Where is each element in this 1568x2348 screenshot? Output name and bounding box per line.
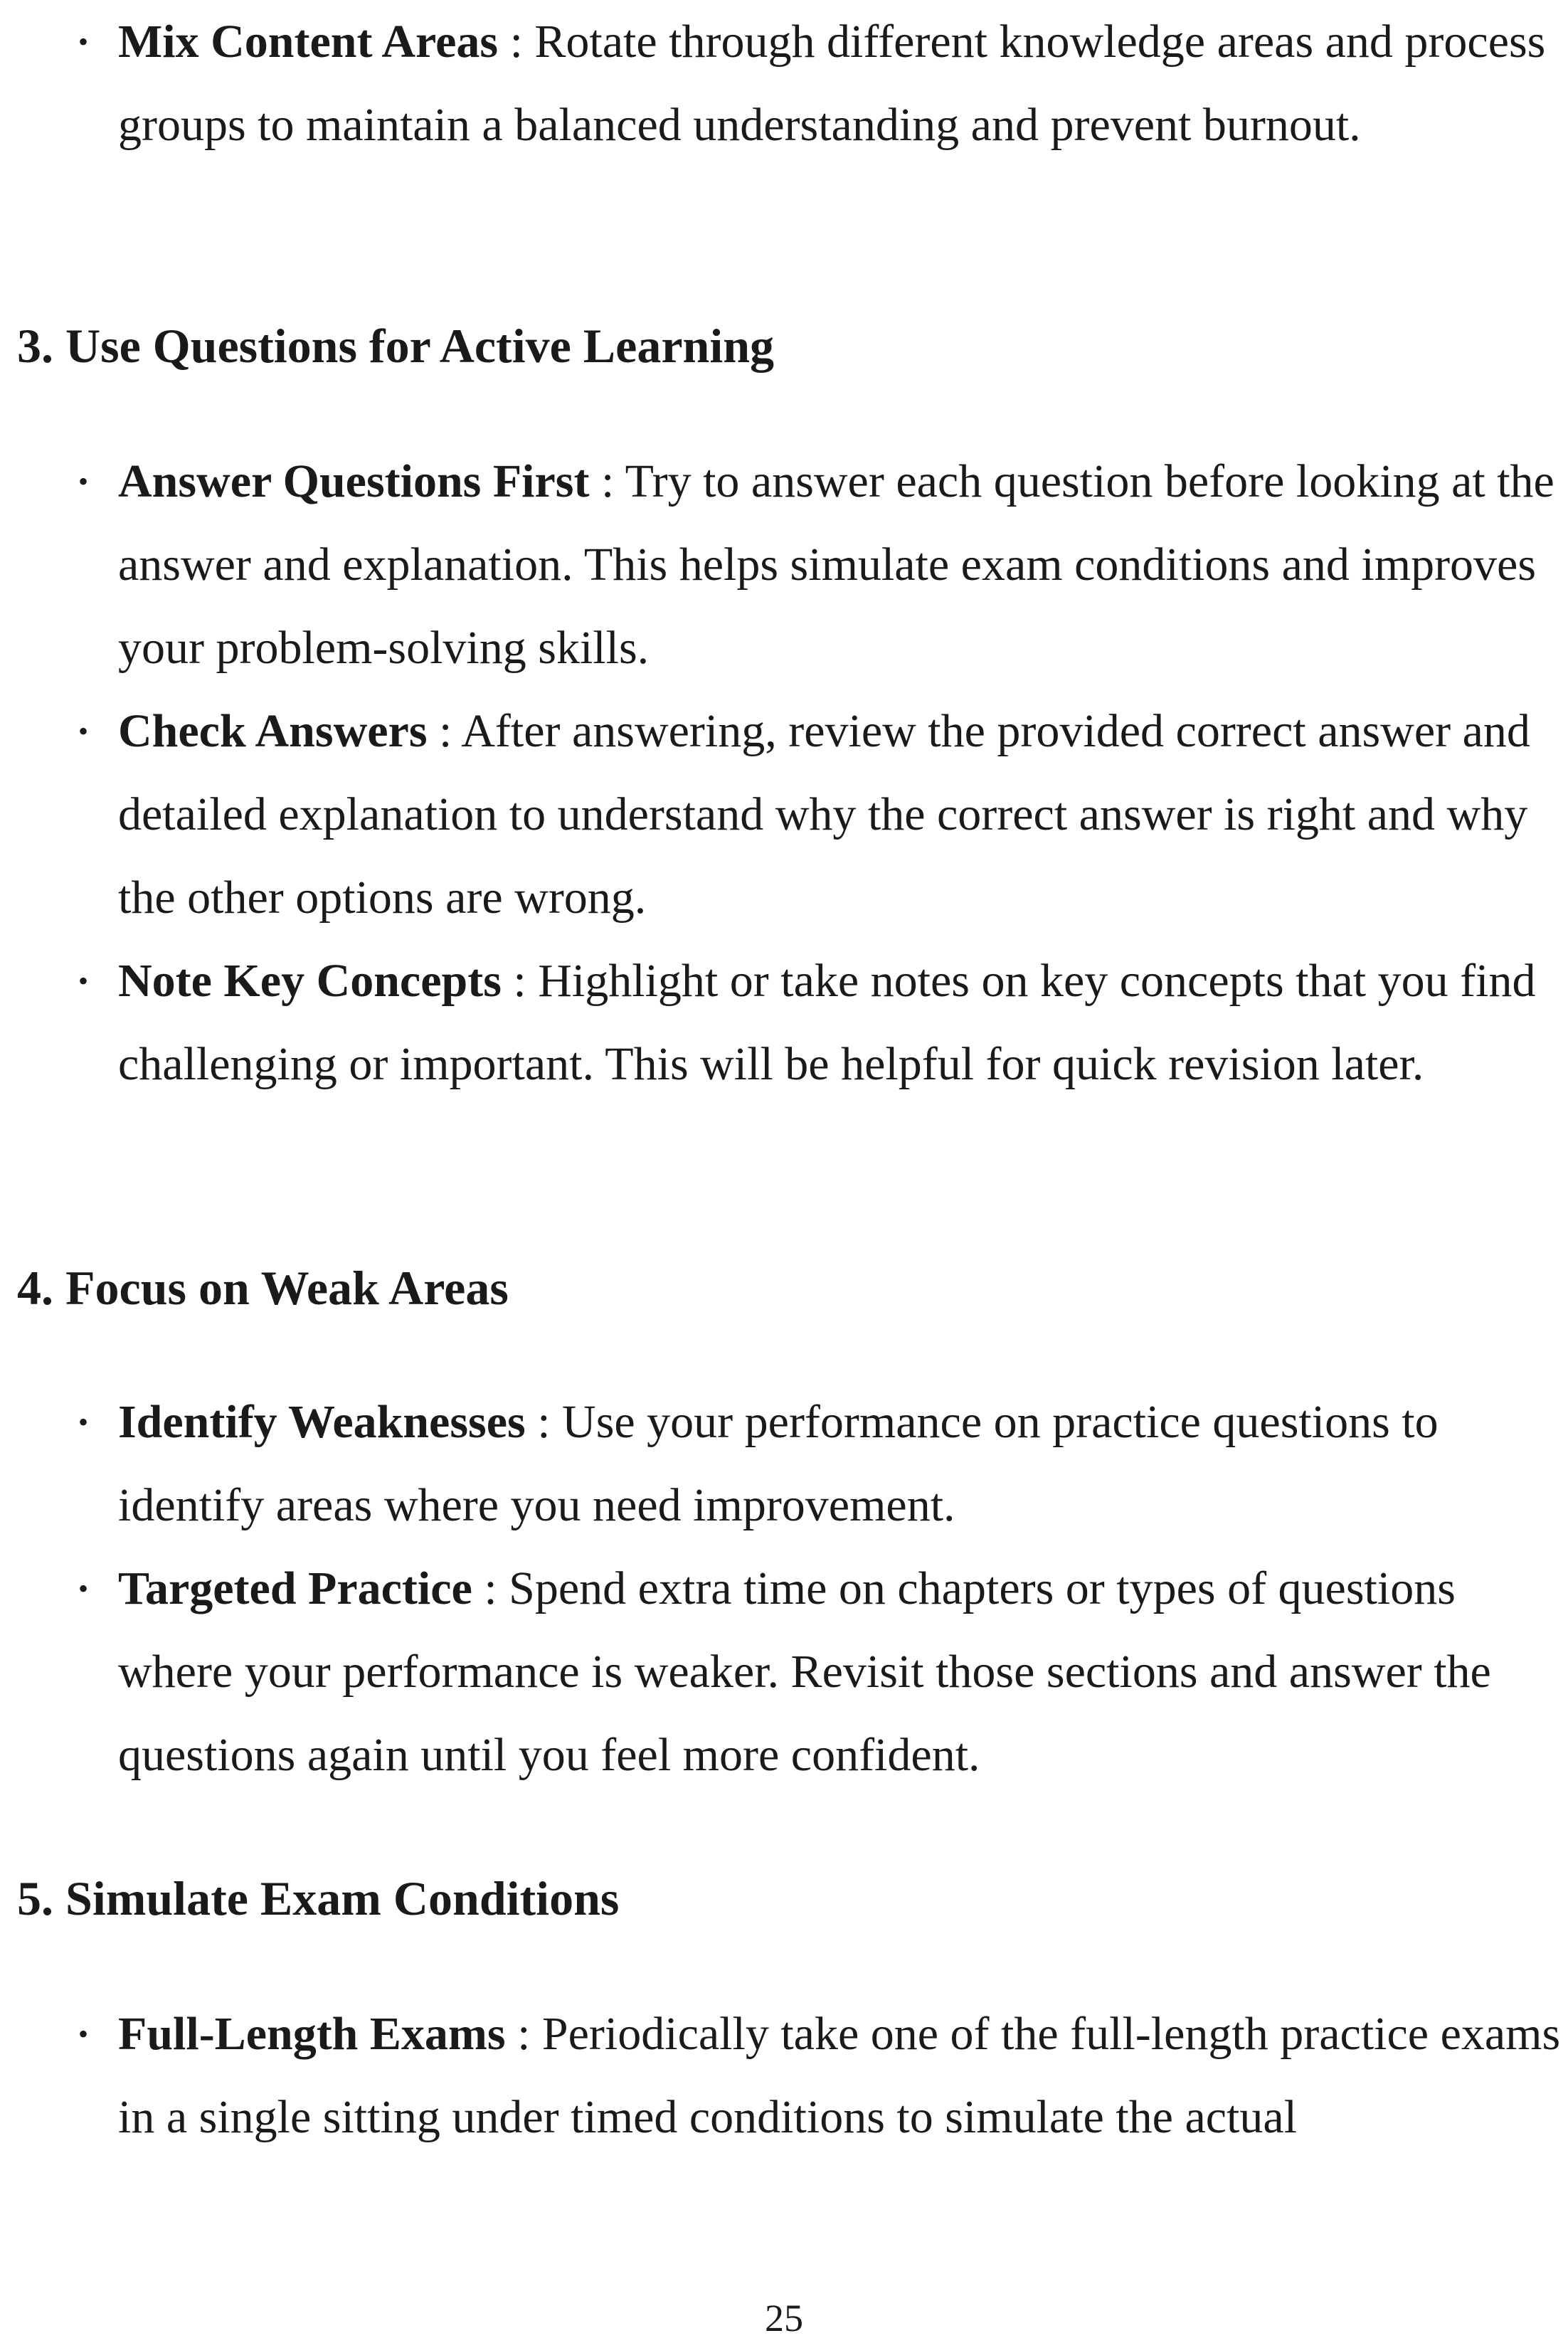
list-item-mix-content-areas [78, 0, 1562, 166]
item-text: : Use your performance on practice questions to identify areas where you need improvement. [118, 1396, 1439, 1531]
item-text: : Rotate through different knowledge areas and process groups to maintain a balanced understanding and prevent burnout. [118, 16, 1546, 151]
item-term: Mix Content Areas [118, 16, 499, 68]
item-term: Answer Questions First [118, 455, 590, 507]
section-2-tail-list [78, 0, 1562, 166]
section-5-list [78, 1992, 1562, 2159]
item-text: : Try to answer each question before looking at the answer and explanation. This helps simulate exam conditions and improves your problem-solving skills. [118, 455, 1554, 674]
bullet-icon: • [78, 965, 89, 997]
section-4-heading: 4. Focus on Weak Areas [17, 1261, 509, 1315]
item-term: Note Key Concepts [118, 955, 502, 1007]
bullet-icon: • [78, 715, 89, 747]
section-3-list [78, 440, 1562, 1106]
item-term: Full-Length Exams [118, 2008, 506, 2060]
page-number: 25 [765, 2297, 803, 2339]
list-item-full-length-exams [78, 1992, 1562, 2159]
bullet-icon: • [78, 2018, 89, 2050]
item-term: Identify Weaknesses [118, 1396, 526, 1448]
item-text: : Periodically take one of the full-length practice exams in a single sitting under timed conditions to simulate the actual [118, 2008, 1561, 2143]
list-item-note-key-concepts [78, 939, 1562, 1106]
bullet-icon: • [78, 1572, 89, 1604]
list-item-identify-weaknesses [78, 1380, 1562, 1547]
item-text: : Highlight or take notes on key concepts that you find challenging or important. This will be helpful for quick revision later. [118, 955, 1536, 1090]
bullet-icon: • [78, 26, 89, 58]
item-term: Check Answers [118, 705, 428, 757]
list-item-check-answers [78, 689, 1562, 939]
list-item-answer-questions-first [78, 440, 1562, 689]
section-3-heading: 3. Use Questions for Active Learning [17, 319, 775, 373]
item-text: : After answering, review the provided correct answer and detailed explanation to understand why the correct answer is right and why the other options are wrong. [118, 705, 1530, 924]
section-4-list [78, 1380, 1562, 1797]
list-item-targeted-practice [78, 1547, 1562, 1797]
item-term: Targeted Practice [118, 1562, 472, 1614]
bullet-icon: • [78, 465, 89, 497]
bullet-icon: • [78, 1406, 89, 1438]
item-text: : Spend extra time on chapters or types of questions where your performance is weaker. Revisit those sections and answer the questions again until you feel more confident. [118, 1562, 1491, 1781]
section-5-heading: 5. Simulate Exam Conditions [17, 1871, 620, 1925]
